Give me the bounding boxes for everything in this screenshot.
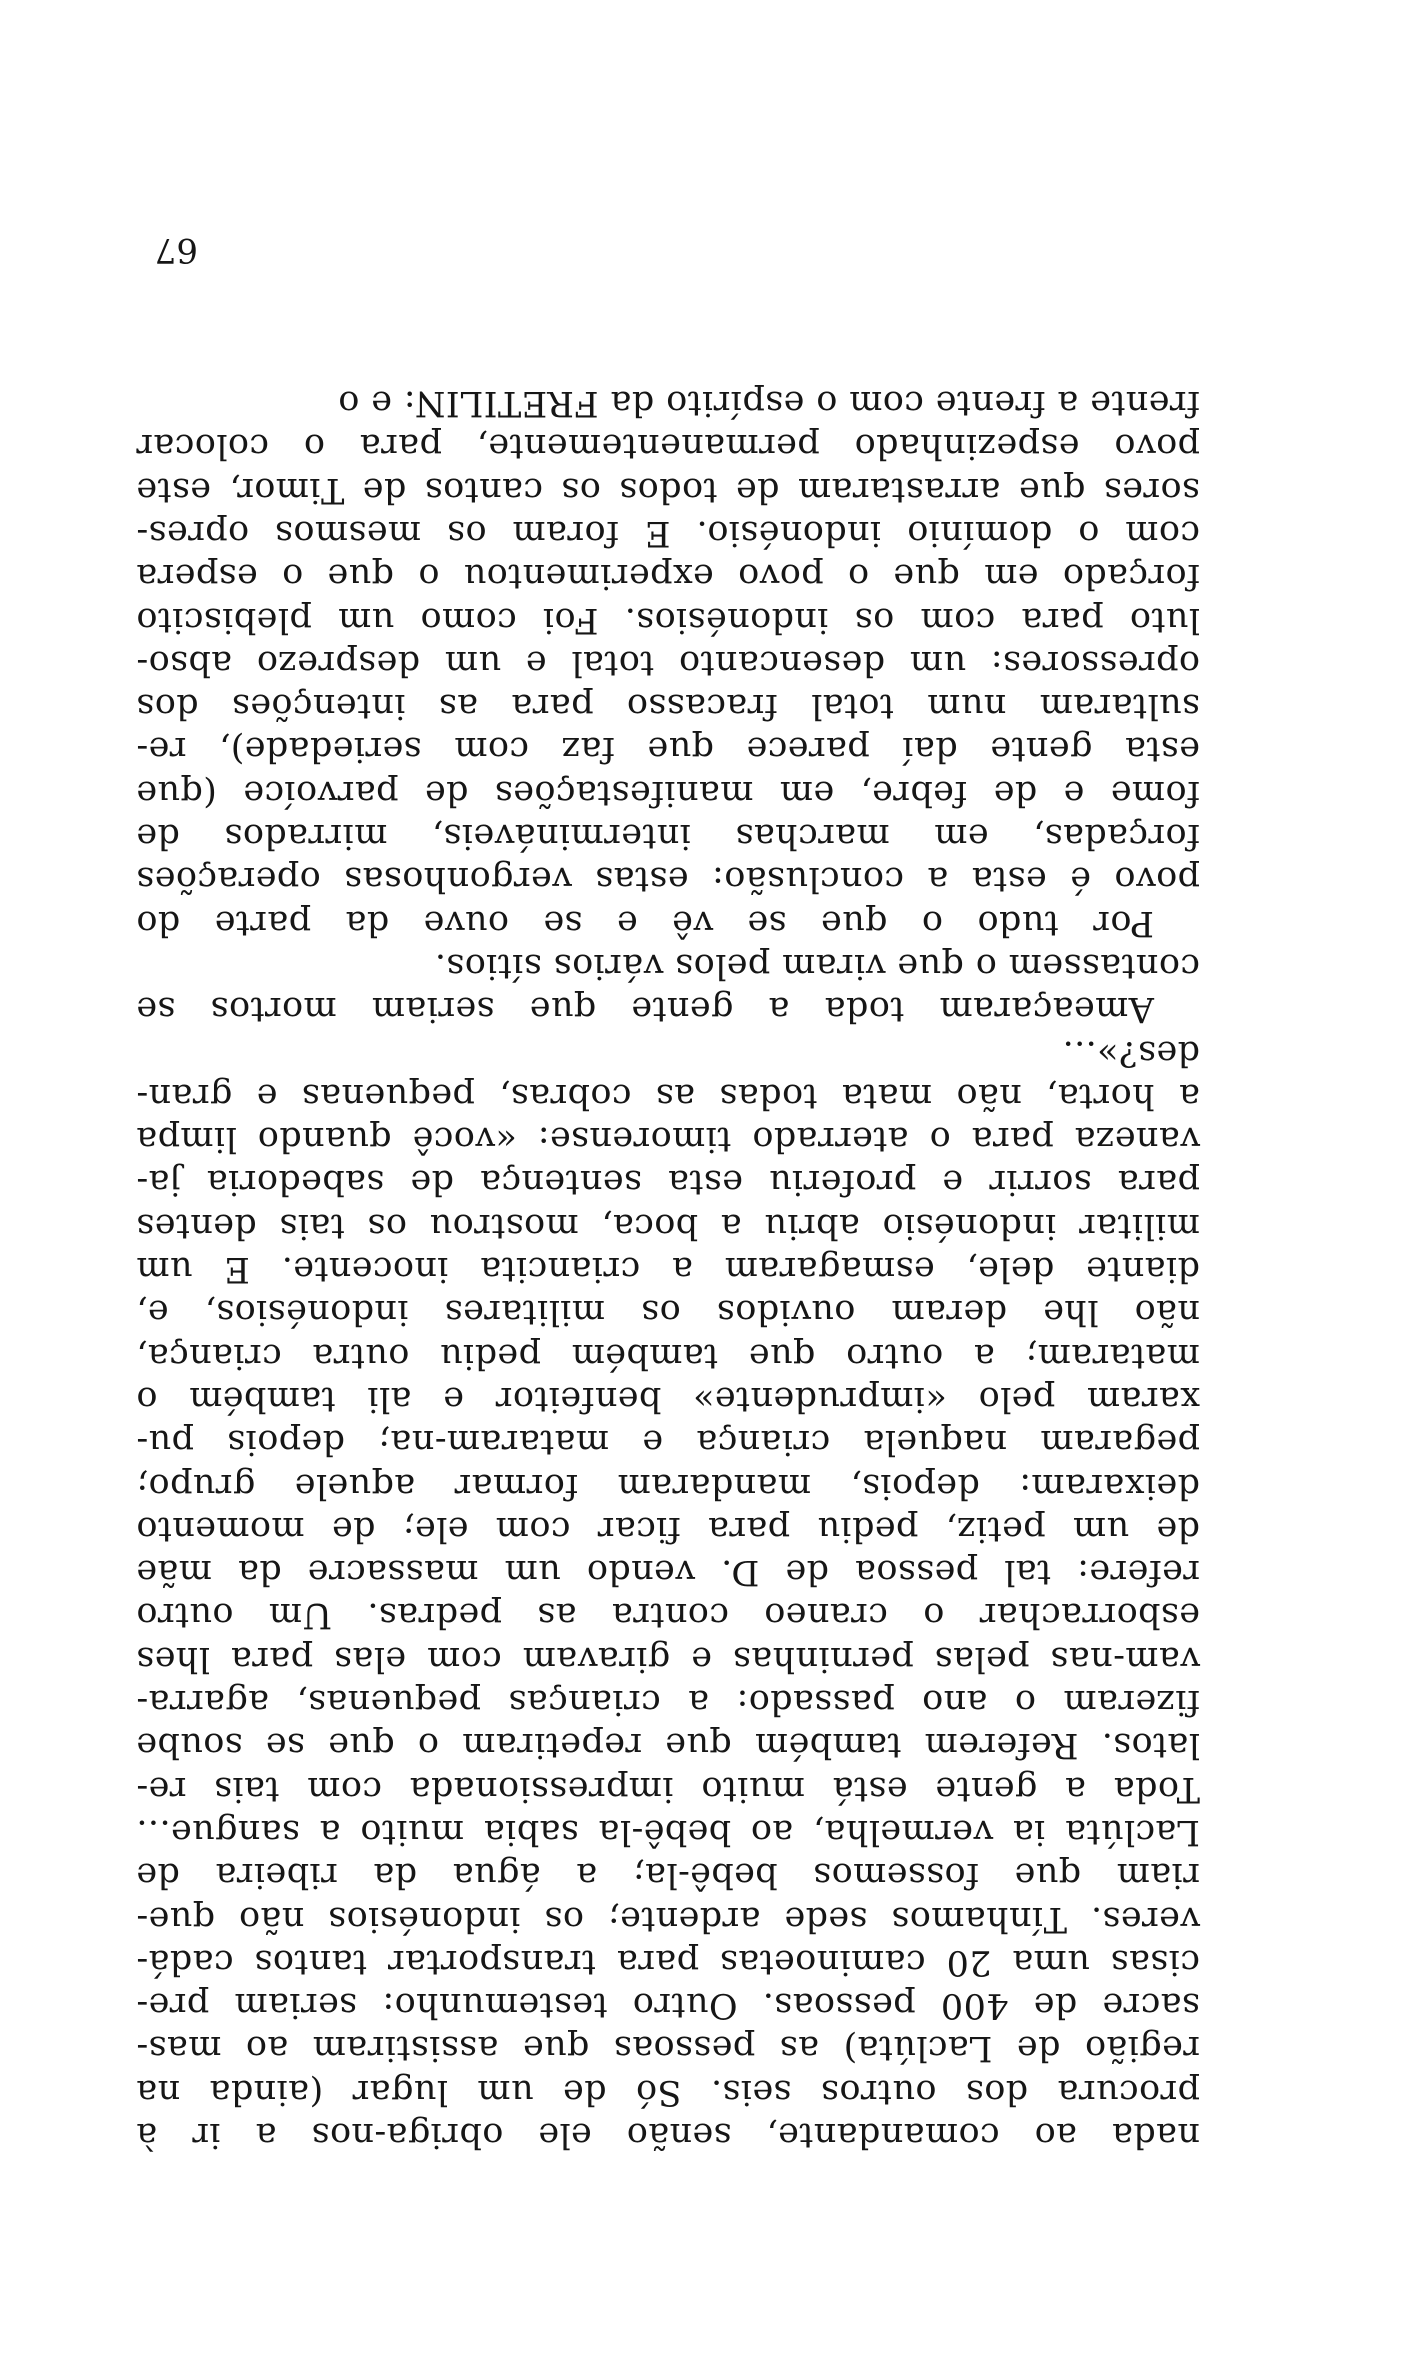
text-line: a horta, não mata todas as cobras, pequenas e gran- bbox=[136, 1075, 1200, 1116]
text-line: esta gente daí parece que faz com seriedade), re- bbox=[136, 729, 1200, 770]
paragraph bbox=[136, 1030, 1200, 2156]
text-line: vaneza para o aterrado timorense: «você quando limpa bbox=[136, 1119, 1200, 1160]
text-line: Laclúta ia vermelha, ao bebê-la sabia muito a sangue... bbox=[136, 1811, 1200, 1852]
text-line: povo espezinhado permanentemente, para o colocar bbox=[136, 426, 1200, 467]
text-line: contassem o que viram pelos vários sítios. bbox=[434, 945, 1200, 986]
text-line: Por tudo o que se vê e se ouve da parte do bbox=[136, 902, 1154, 943]
text-line: mataram; a outro que também pediu outra criança, bbox=[136, 1335, 1200, 1376]
text-line: forçadas, em marchas intermináveis, mirrados de bbox=[136, 816, 1200, 857]
text-line: deixaram: depois, mandaram formar aquele grupo; bbox=[136, 1465, 1200, 1506]
text-line: povo é esta a conclusão: estas vergonhosas operações bbox=[136, 859, 1200, 900]
text-line: veres. Tínhamos sede ardente; os indonésios não que- bbox=[136, 1898, 1200, 1939]
text-line: vam-nas pelas perninhas e giravam com elas para lhes bbox=[136, 1638, 1200, 1679]
text-line: Ameaçaram toda a gente que seriam mortos se bbox=[136, 989, 1154, 1030]
text-line: cisas uma 20 caminoetas para transportar tantos cadá- bbox=[136, 1941, 1200, 1982]
text-line: não lhe deram ouvidos os militares indonésios, e, bbox=[136, 1292, 1200, 1333]
text-line: sores que arrastaram de todos os cantos de Timor, este bbox=[136, 469, 1200, 510]
text-line: sacre de 400 pessoas. Outro testemunho: seriam pre- bbox=[136, 1985, 1200, 2026]
text-line: esborrachar o craneo contra as pedras. Um outro bbox=[136, 1595, 1200, 1636]
text-line: região de Laclúta) as pessoas que assistiram ao mas- bbox=[136, 2028, 1200, 2069]
paragraph bbox=[136, 381, 1200, 944]
page-number: 67 bbox=[154, 230, 198, 270]
body-text bbox=[136, 381, 1200, 2156]
text-line: pegaram naquela criança e mataram-na; depois pu- bbox=[136, 1422, 1200, 1463]
text-line: fizeram o ano passado: a crianças pequenas, agarra- bbox=[136, 1682, 1200, 1723]
text-line: luto para com os indonésios. Foi como um plebiscito bbox=[136, 599, 1200, 640]
text-line: de um petiz, pediu para ficar com ele; de momento bbox=[136, 1508, 1200, 1549]
text-line: opressores: um desencanto total e um desprezo abso- bbox=[136, 642, 1200, 683]
text-line: refere: tal pessoa de D. vendo um massacre da mãe bbox=[136, 1552, 1200, 1593]
paragraph bbox=[136, 944, 1200, 1031]
text-line: forçado em que o povo experimentou o que o espera bbox=[136, 556, 1200, 597]
text-line: sultaram num total fracasso para as intenções dos bbox=[136, 686, 1200, 727]
text-line: fome e de febre, em manifestações de parvoíce (que bbox=[136, 772, 1200, 813]
text-line: Toda a gente está muito impressionada com tais re- bbox=[136, 1768, 1200, 1809]
text-line: latos. Referem também que repetiram o que se soube bbox=[136, 1725, 1200, 1766]
text-line: militar indonésio abriu a boca, mostrou os tais dentes bbox=[136, 1205, 1200, 1246]
text-line: des?»... bbox=[1062, 1032, 1200, 1073]
text-line: para sorrir e proferiu esta sentença de sabedoria ja- bbox=[136, 1162, 1200, 1203]
text-line: diante dele, esmagaram a criancita inocente. E um bbox=[136, 1249, 1200, 1290]
text-line: com o domínio indonésio. E foram os mesmos opres- bbox=[136, 513, 1200, 554]
text-line: frente a frente com o espírito da FRETILIN: e o bbox=[337, 383, 1200, 424]
text-line: nada ao comandante, senão ele obriga-nos a ir à bbox=[136, 2115, 1200, 2155]
text-line: riam que fossemos bebê-la; a água da ribeira de bbox=[136, 1855, 1200, 1896]
text-line: xaram pelo «imprudente» benfeitor e ali também o bbox=[136, 1378, 1200, 1419]
text-line: procura dos outros seis. Só de um lugar (ainda na bbox=[136, 2071, 1200, 2112]
